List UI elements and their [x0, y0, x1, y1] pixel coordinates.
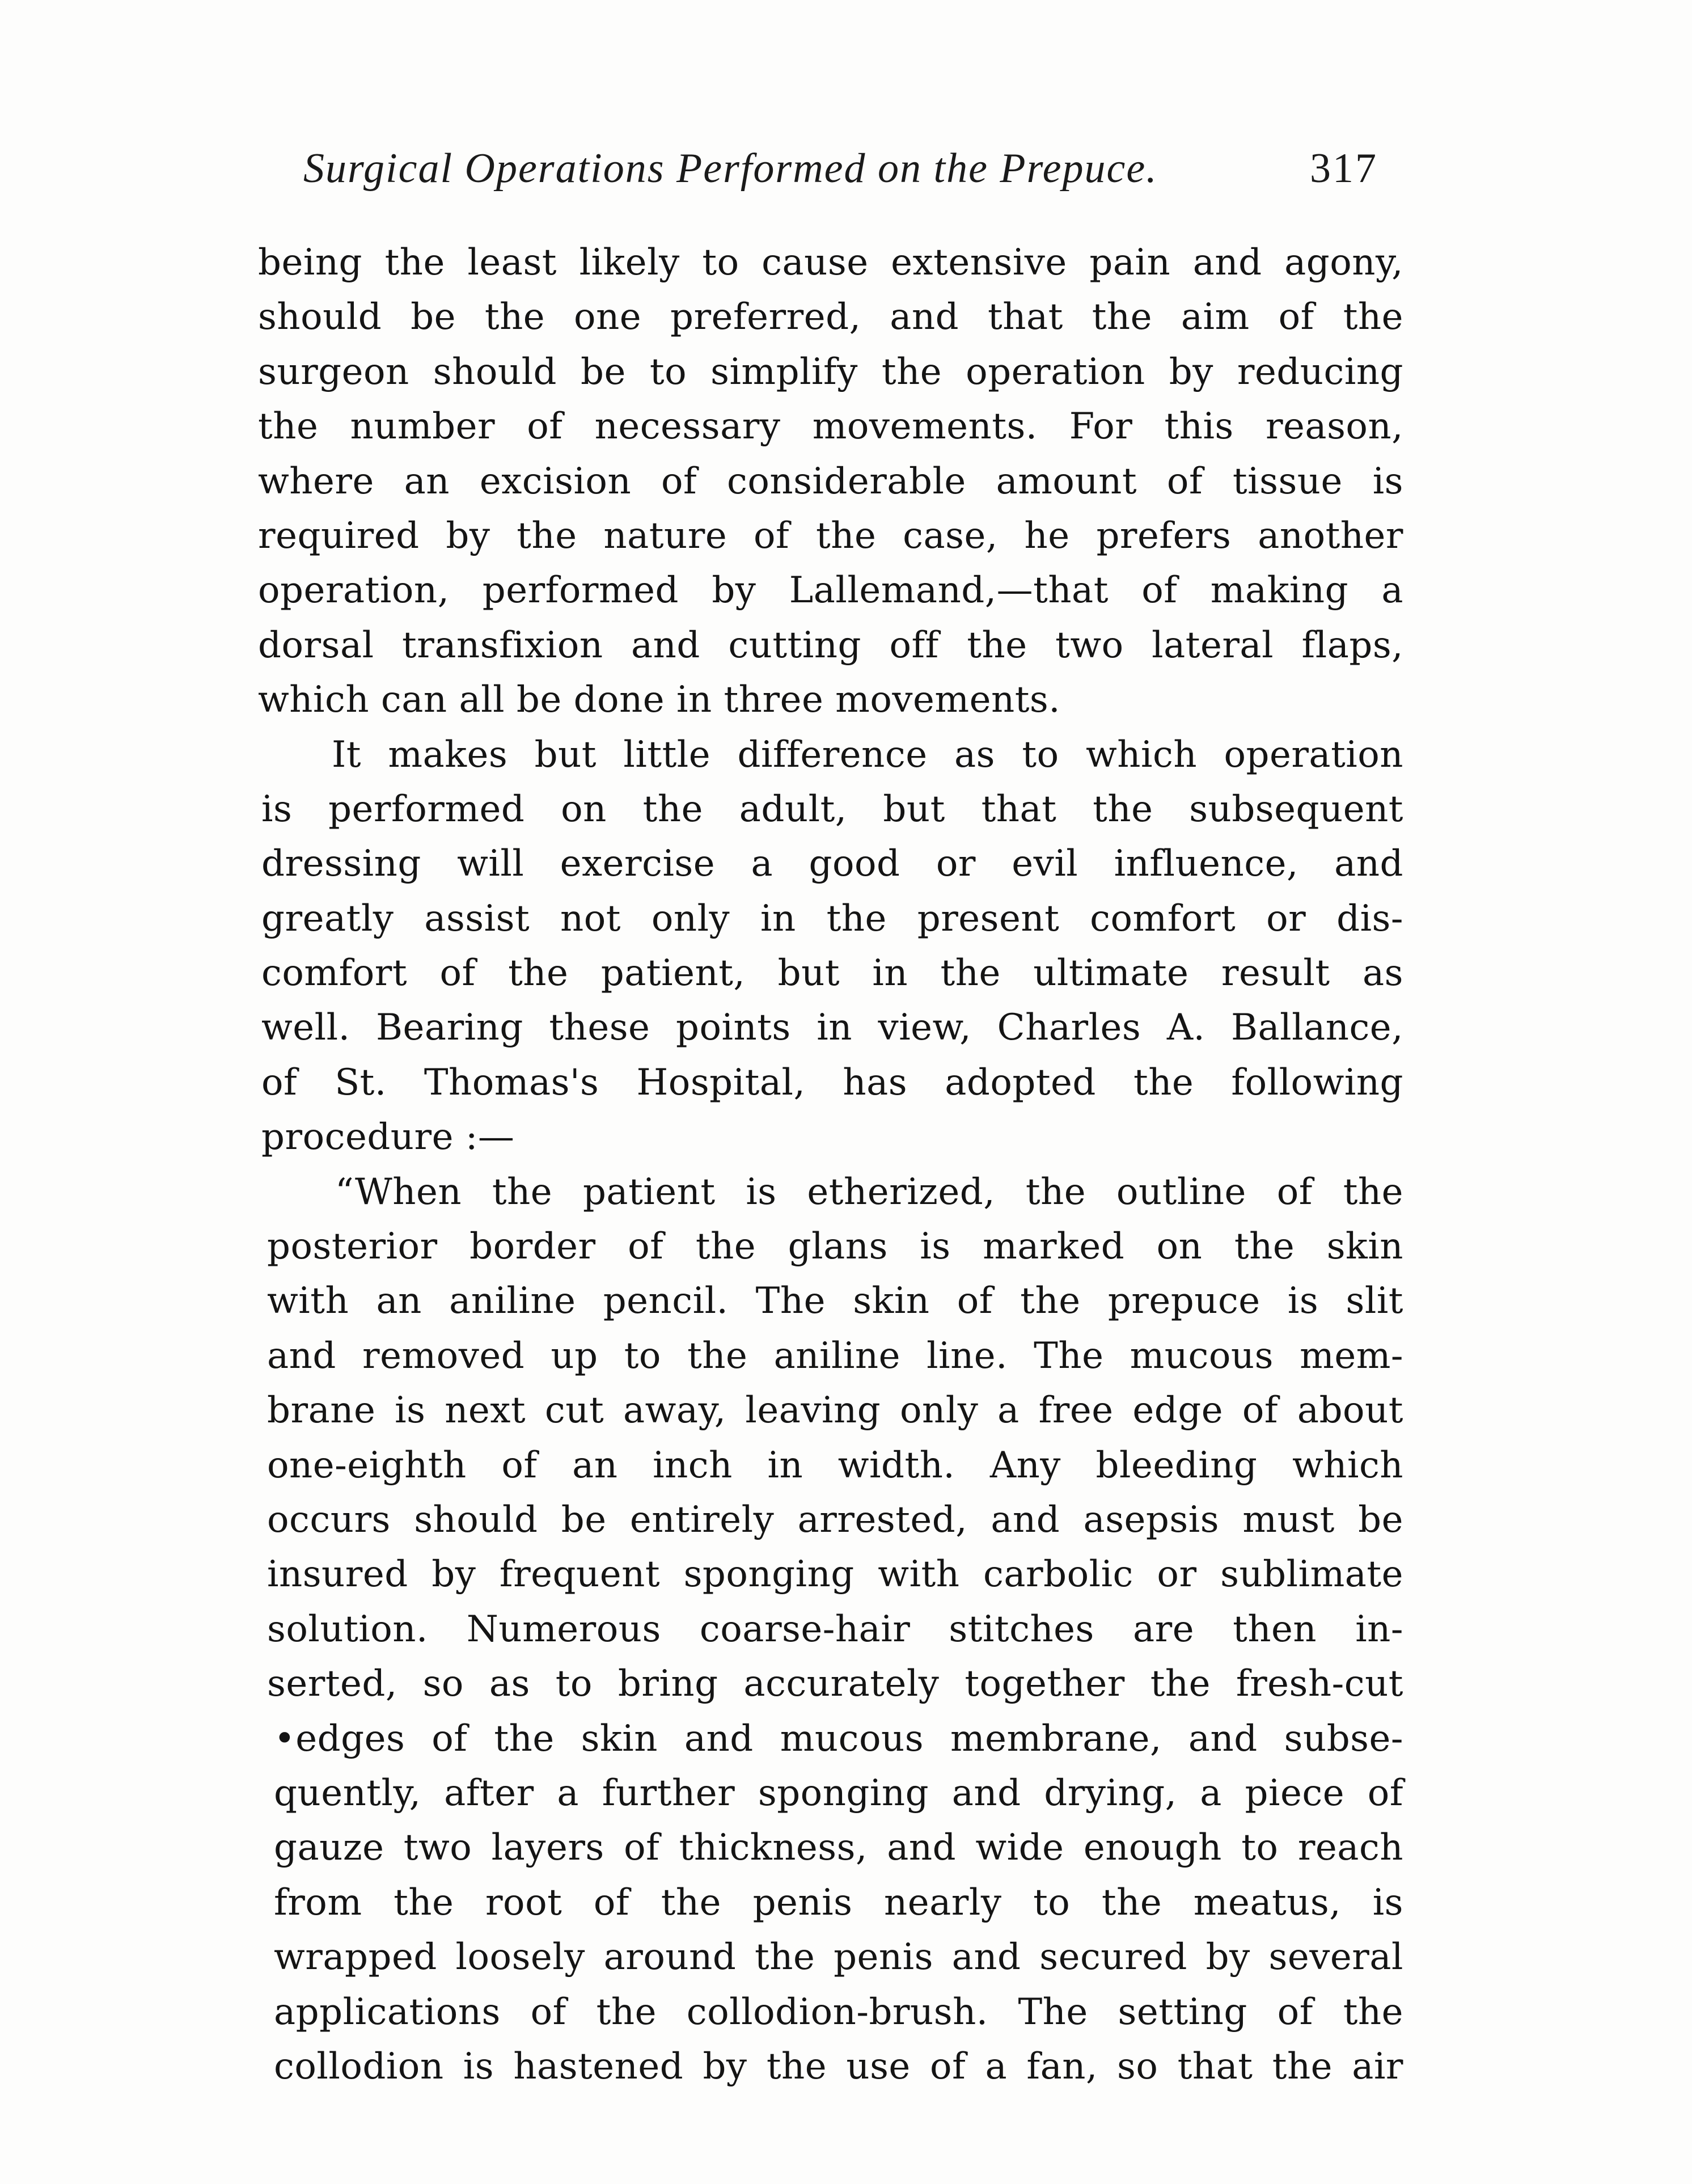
- text-line: applications of the collodion-brush. The setting of the: [274, 1991, 1403, 2033]
- text-line: procedure :—: [261, 1116, 515, 1159]
- text-line: comfort of the patient, but in the ultimate result as: [261, 952, 1403, 995]
- text-line: operation, performed by Lallemand,—that of making a: [258, 569, 1403, 612]
- text-line: of St. Thomas's Hospital, has adopted the following: [261, 1061, 1403, 1104]
- text-line: brane is next cut away, leaving only a free edge of about: [267, 1389, 1403, 1432]
- text-line: the number of necessary movements. For this reason,: [258, 405, 1403, 448]
- text-line: where an excision of considerable amount of tissue is: [258, 460, 1403, 502]
- text-line: dorsal transfixion and cutting off the two lateral flaps,: [258, 624, 1403, 666]
- page-number: 317: [1310, 145, 1378, 192]
- text-line: •edges of the skin and mucous membrane, and subse-: [274, 1717, 1403, 1760]
- text-line: gauze two layers of thickness, and wide enough to reach: [274, 1827, 1403, 1869]
- text-line: from the root of the penis nearly to the meatus, is: [274, 1881, 1403, 1924]
- text-line: posterior border of the glans is marked on the skin: [267, 1226, 1403, 1268]
- running-head-title: Surgical Operations Performed on the Prepuce.: [303, 145, 1158, 192]
- text-line: serted, so as to bring accurately together the fresh-cut: [267, 1663, 1403, 1705]
- text-line: being the least likely to cause extensive pain and agony,: [258, 242, 1403, 284]
- body-text: [258, 235, 1403, 2094]
- text-line: should be the one preferred, and that the aim of the: [258, 296, 1403, 339]
- text-line: required by the nature of the case, he prefers another: [258, 514, 1403, 557]
- running-head: [303, 145, 1378, 201]
- text-line: wrapped loosely around the penis and secured by several: [274, 1936, 1403, 1979]
- text-line: is performed on the adult, but that the subsequent: [261, 788, 1403, 830]
- text-line: insured by frequent sponging with carbolic or sublimate: [267, 1553, 1403, 1596]
- text-line: occurs should be entirely arrested, and asepsis must be: [267, 1498, 1403, 1541]
- text-line: one-eighth of an inch in width. Any bleeding which: [267, 1444, 1403, 1486]
- text-line: surgeon should be to simplify the operation by reducing: [258, 350, 1403, 393]
- text-line: greatly assist not only in the present comfort or dis-: [261, 897, 1403, 940]
- text-line: dressing will exercise a good or evil influence, and: [261, 843, 1403, 885]
- text-line: solution. Numerous coarse-hair stitches are then in-: [267, 1608, 1403, 1650]
- text-line: well. Bearing these points in view, Charles A. Ballance,: [261, 1007, 1403, 1049]
- text-line: with an aniline pencil. The skin of the prepuce is slit: [267, 1280, 1403, 1323]
- text-line: quently, after a further sponging and drying, a piece of: [274, 1772, 1403, 1814]
- text-line: which can all be done in three movements.: [258, 679, 1061, 721]
- text-line: It makes but little difference as to which operation: [332, 733, 1403, 776]
- text-line: “When the patient is etherized, the outline of the: [335, 1171, 1403, 1213]
- text-line: and removed up to the aniline line. The mucous mem-: [267, 1334, 1403, 1377]
- text-line: collodion is hastened by the use of a fan, so that the air: [274, 2045, 1403, 2088]
